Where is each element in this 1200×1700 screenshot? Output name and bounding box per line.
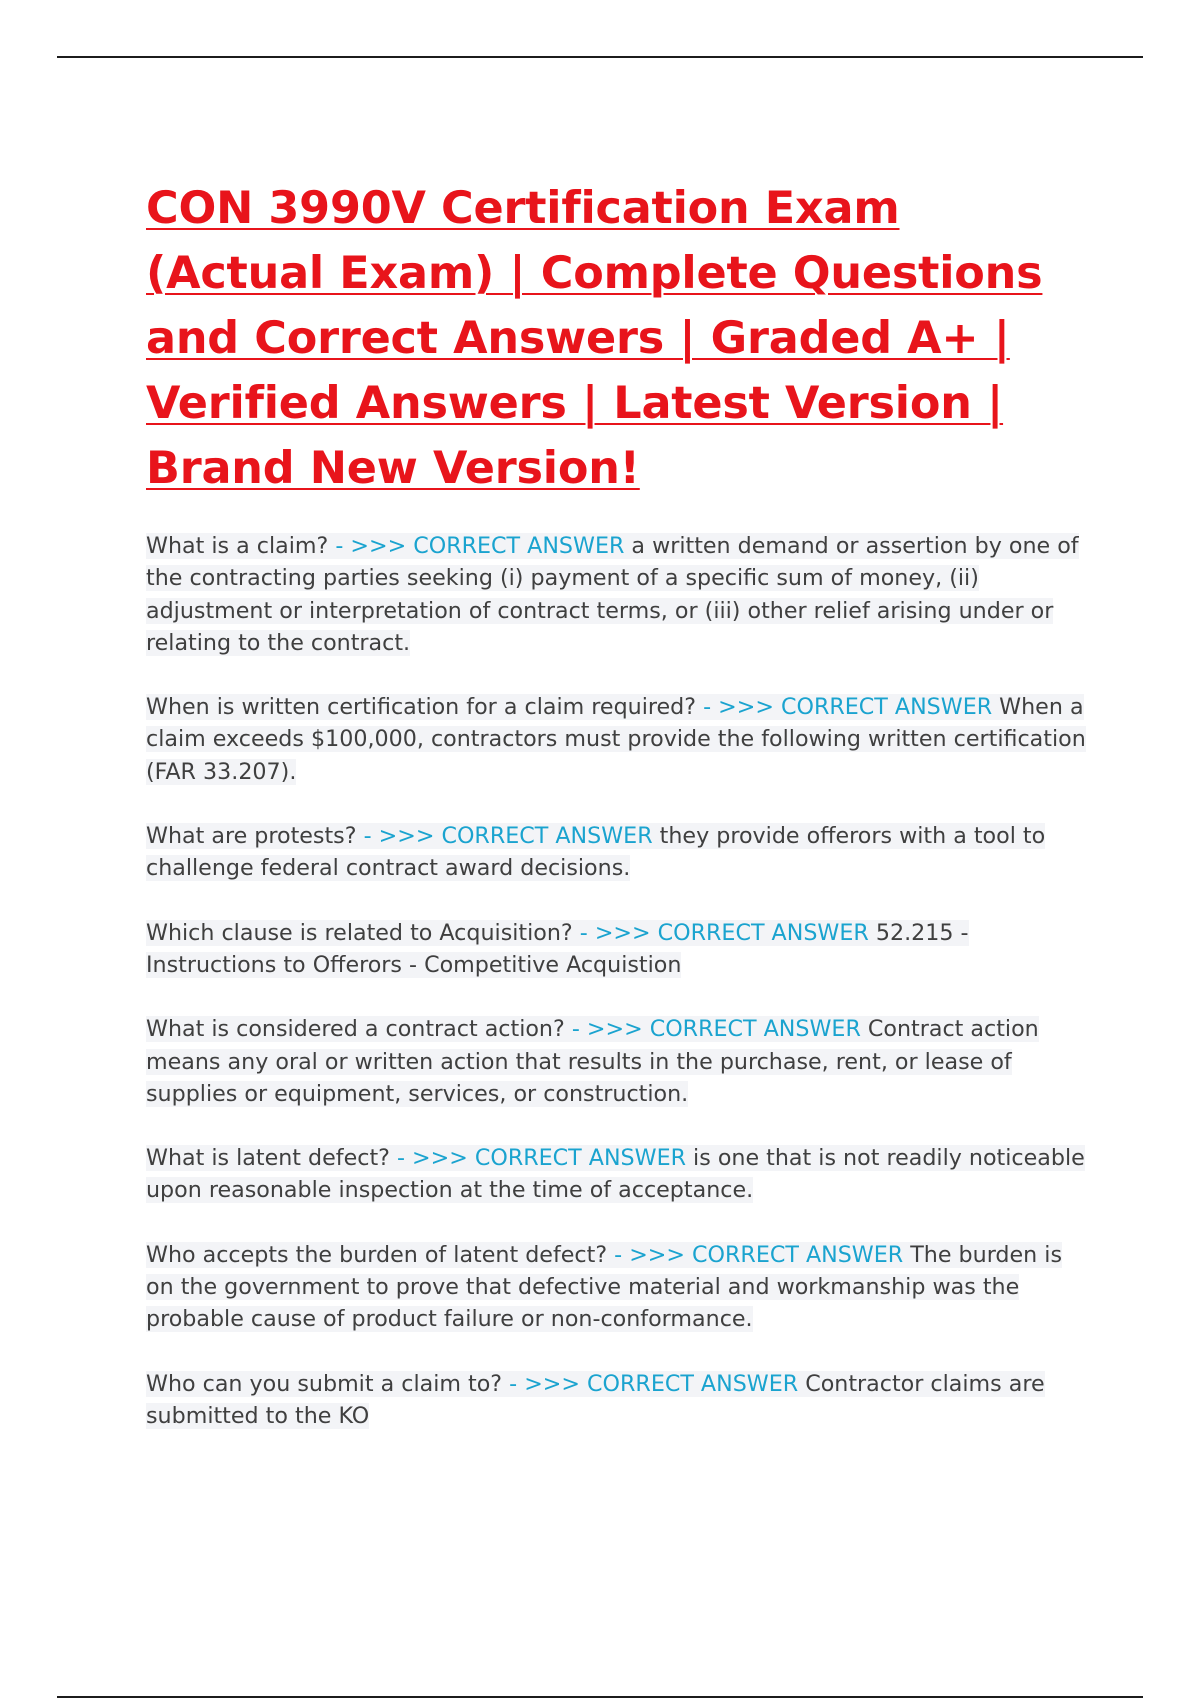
correct-answer-marker: CORRECT ANSWER — [413, 533, 625, 559]
question-text: What is considered a contract action? — [146, 1016, 565, 1043]
footer-rule — [57, 1696, 1143, 1698]
question-text: Which clause is related to Acquisition? — [146, 919, 573, 946]
document-title: CON 3990V Certification Exam (Actual Exam) | Complete Questions and Correct Answers | Graded A+ | Verified Answers | Latest Version | Brand New Version! — [146, 183, 1043, 494]
correct-answer-marker: CORRECT ANSWER — [441, 823, 653, 850]
correct-answer-marker: CORRECT ANSWER — [474, 1145, 686, 1172]
answer-separator: - >>> — [607, 1241, 693, 1268]
answer-text: is one that is not readily noticeable upon reasonable inspection at the time of acceptance. — [146, 1145, 1085, 1204]
answer-separator: - >>> — [328, 533, 414, 559]
question-text: What are protests? — [146, 823, 357, 850]
answer-text: The burden is on the government to prove that defective material and workmanship was the probable cause of product failure or non-conformance. — [146, 1241, 1063, 1333]
answer-separator: - >>> — [572, 919, 658, 946]
answer-text: When a claim exceeds $100,000, contractors must provide the following written certification (FAR 33.207). — [146, 694, 1086, 785]
qa-item — [146, 917, 1086, 982]
document-body — [146, 176, 1086, 1464]
answer-text: 52.215 - Instructions to Offerors - Competitive Acquistion — [146, 919, 969, 978]
answer-separator: - >>> — [356, 823, 442, 850]
qa-item — [146, 530, 1086, 659]
header-rule — [57, 56, 1143, 58]
question-text: Who accepts the burden of latent defect? — [146, 1241, 608, 1268]
correct-answer-marker: CORRECT ANSWER — [780, 694, 993, 721]
question-text: When is written certification for a claim required? — [146, 694, 697, 721]
question-text: Who can you submit a claim to? — [146, 1370, 503, 1397]
qa-item — [146, 1142, 1086, 1207]
question-text: What is latent defect? — [146, 1145, 390, 1172]
qa-item — [146, 820, 1086, 885]
answer-separator: - >>> — [564, 1016, 650, 1043]
answer-text: they provide offerors with a tool to challenge federal contract award decisions. — [146, 823, 1046, 882]
qa-item — [146, 1368, 1086, 1433]
qa-item — [146, 1013, 1086, 1110]
answer-text: Contractor claims are submitted to the KO — [146, 1370, 1045, 1429]
correct-answer-marker: CORRECT ANSWER — [657, 919, 869, 946]
correct-answer-marker: CORRECT ANSWER — [587, 1370, 799, 1397]
correct-answer-marker: CORRECT ANSWER — [692, 1241, 904, 1268]
answer-separator: - >>> — [389, 1145, 475, 1172]
answer-text: Contract action means any oral or written action that results in the purchase, rent, or lease of supplies or equipment, services, or construction. — [146, 1016, 1039, 1107]
answer-separator: - >>> — [502, 1370, 588, 1397]
answer-text: a written demand or assertion by one of the contracting parties seeking (i) payment of a specific sum of money, (ii) adjustment or interpretation of contract terms, or (iii) other relief arising under or relating to the contract. — [146, 533, 1079, 656]
qa-item — [146, 691, 1086, 788]
qa-list — [146, 530, 1086, 1432]
question-text: What is a claim? — [146, 533, 329, 559]
answer-separator: - >>> — [696, 694, 781, 721]
qa-item — [146, 1239, 1086, 1336]
correct-answer-marker: CORRECT ANSWER — [649, 1016, 861, 1043]
